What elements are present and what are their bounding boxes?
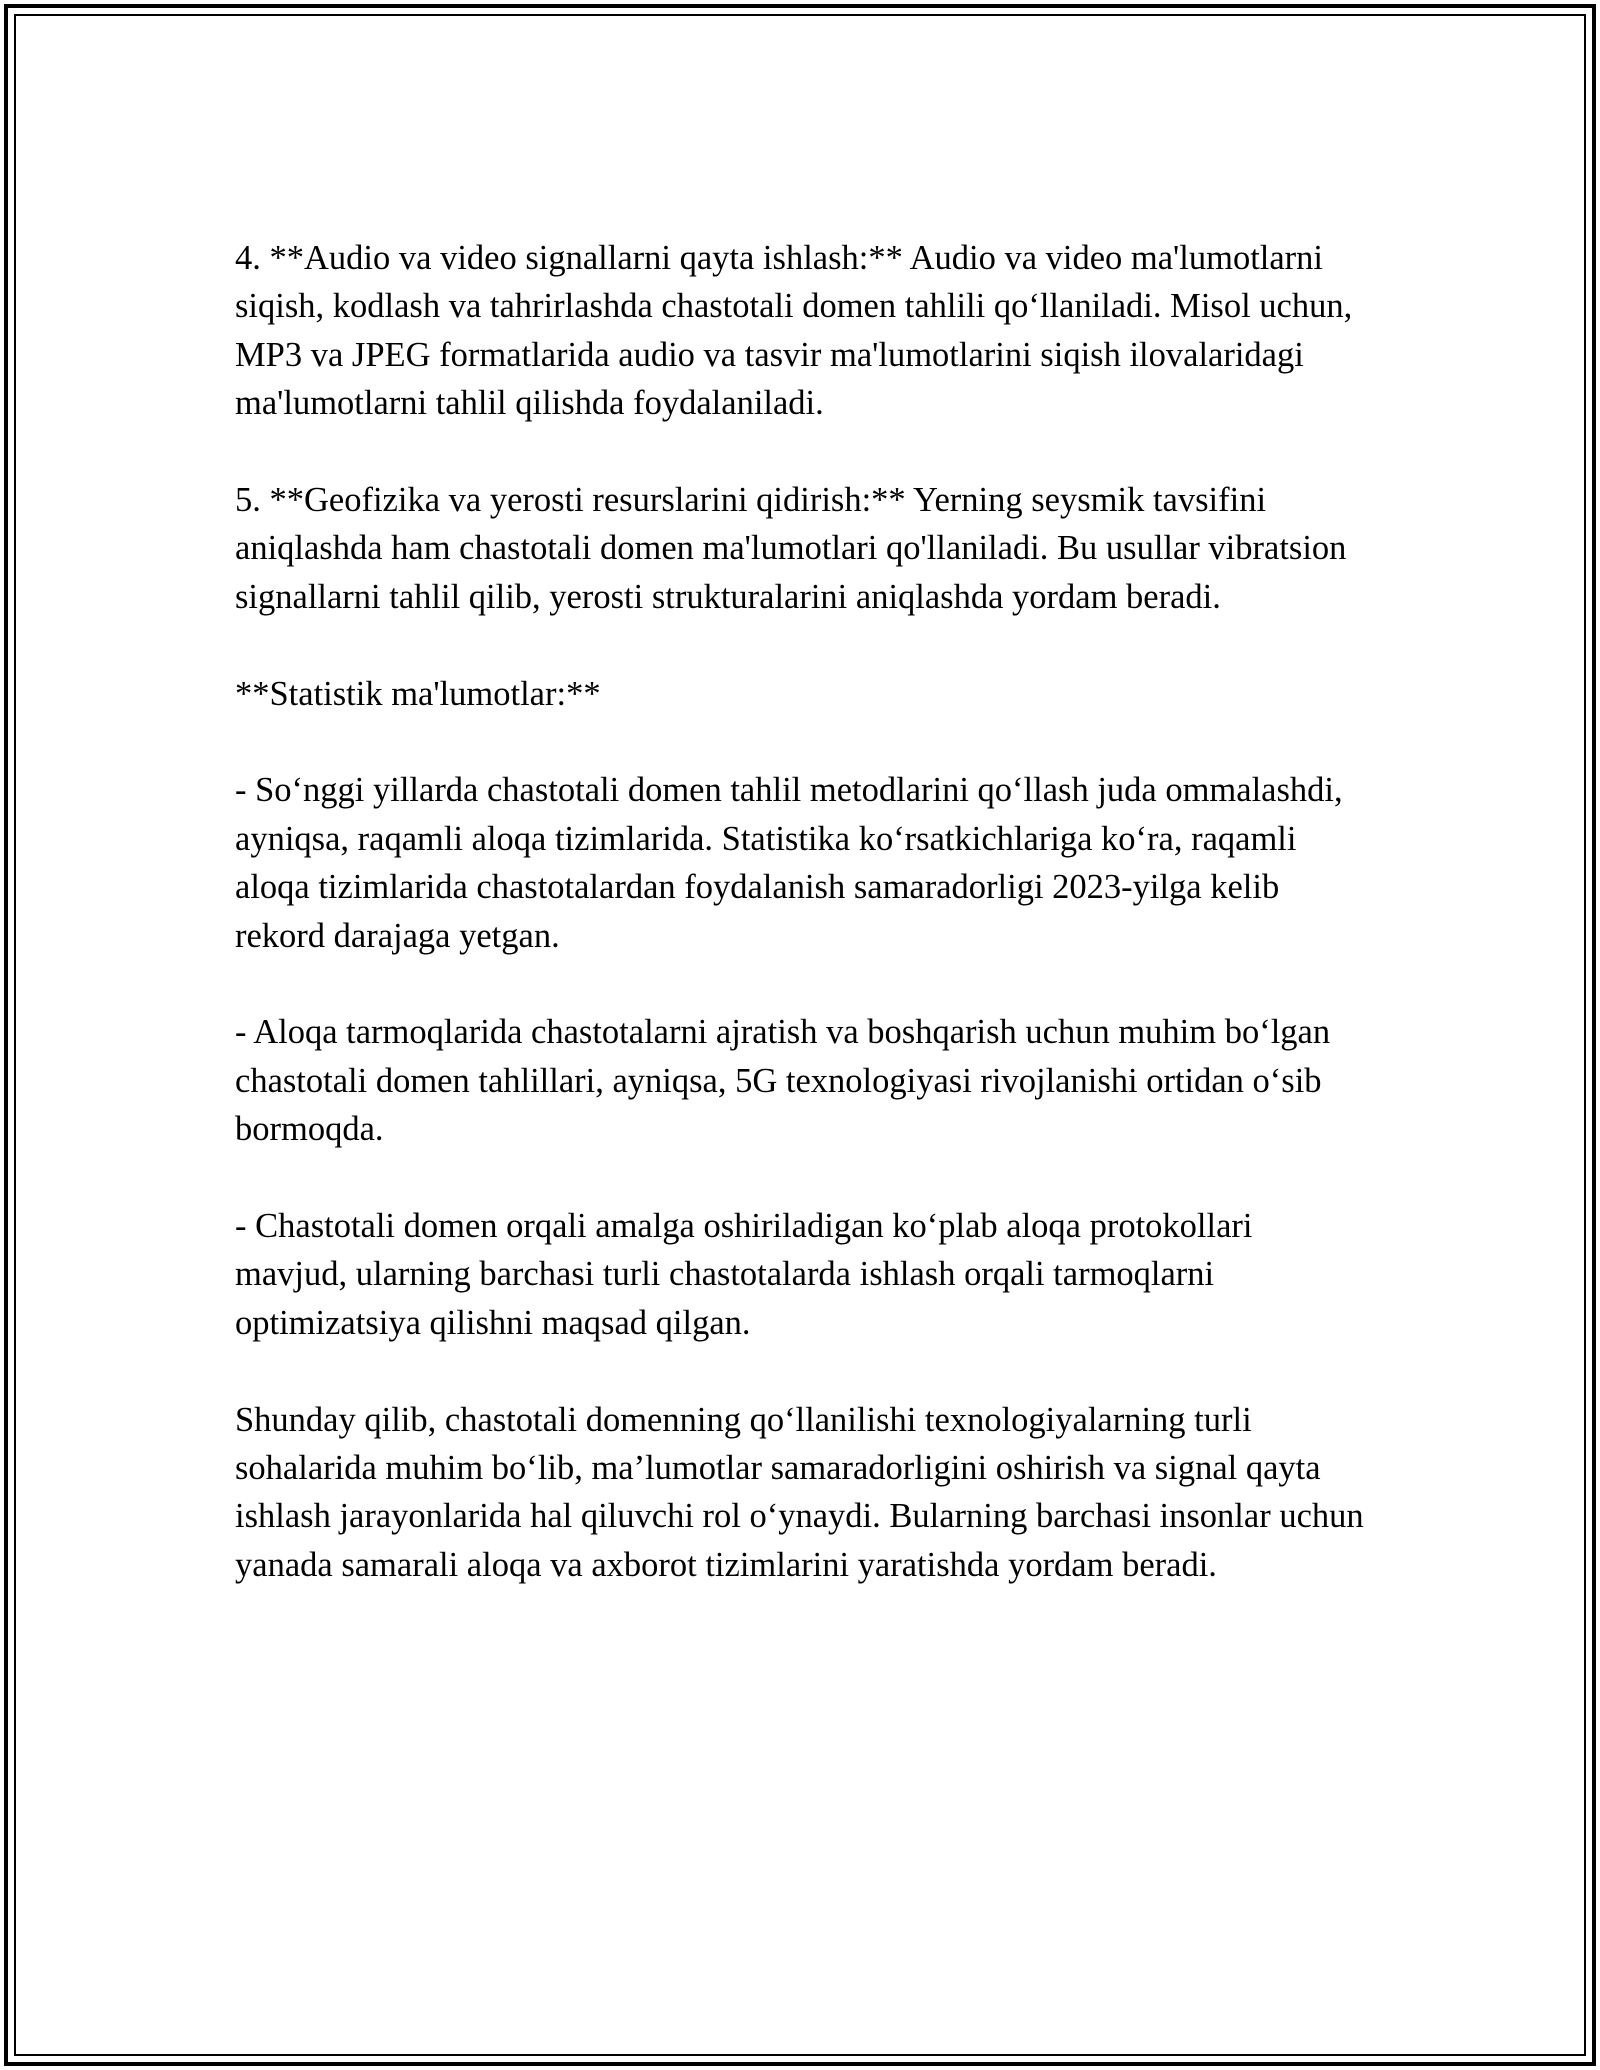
paragraph-audio-video: 4. **Audio va video signallarni qayta ishlash:** Audio va video ma'lumotlarni siqish, kodlash va tahrirlashda chastotali domen tahlili qo‘llaniladi. Misol uchun, MP3 va JPEG formatlarida audio va tasvir ma'lumotlarini siqish ilovalaridagi ma'lumotlarni tahlil qilishda foydalaniladi. — [235, 239, 1353, 423]
paragraph-conclusion: Shunday qilib, chastotali domenning qo‘llanilishi texnologiyalarning turli sohalarida muhim bo‘lib, ma’lumotlar samaradorligini oshirish va signal qayta ishlash jarayonlarida hal qiluvchi rol o‘ynaydi. Bularning barchasi insonlar uchun yanada samarali aloqa va axborot tizimlarini yaratishda yordam beradi. — [235, 1400, 1364, 1584]
document-body — [235, 234, 1365, 1638]
paragraph-geophysics: 5. **Geofizika va yerosti resurslarini qidirish:** Yerning seysmik tavsifini aniqlashda ham chastotali domen ma'lumotlari qo'llaniladi. Bu usullar vibratsion signallarni tahlil qilib, yerosti strukturalarini aniqlashda yordam beradi. — [235, 481, 1347, 616]
list-item-statistics-2: - Aloqa tarmoqlarida chastotalarni ajratish va boshqarish uchun muhim bo‘lgan chastotali domen tahlillari, ayniqsa, 5G texnologiyasi rivojlanishi ortidan o‘sib bormoqda. — [235, 1013, 1331, 1149]
list-item-statistics-3: - Chastotali domen orqali amalga oshiriladigan ko‘plab aloqa protokollari mavjud, ularning barchasi turli chastotalarda ishlash orqali tarmoqlarni optimizatsiya qilishni maqsad qilgan. — [235, 1207, 1253, 1342]
list-item-statistics-1: - So‘nggi yillarda chastotali domen tahlil metodlarini qo‘llash juda ommalashdi, ayniqsa, raqamli aloqa tizimlarida. Statistika ko‘rsatkichlariga ko‘ra, raqamli aloqa tizimlarida chastotalardan foydalanish samaradorligi 2023-yilga kelib rekord darajaga yetgan. — [235, 771, 1343, 955]
statistics-heading: **Statistik ma'lumotlar:** — [235, 674, 601, 713]
